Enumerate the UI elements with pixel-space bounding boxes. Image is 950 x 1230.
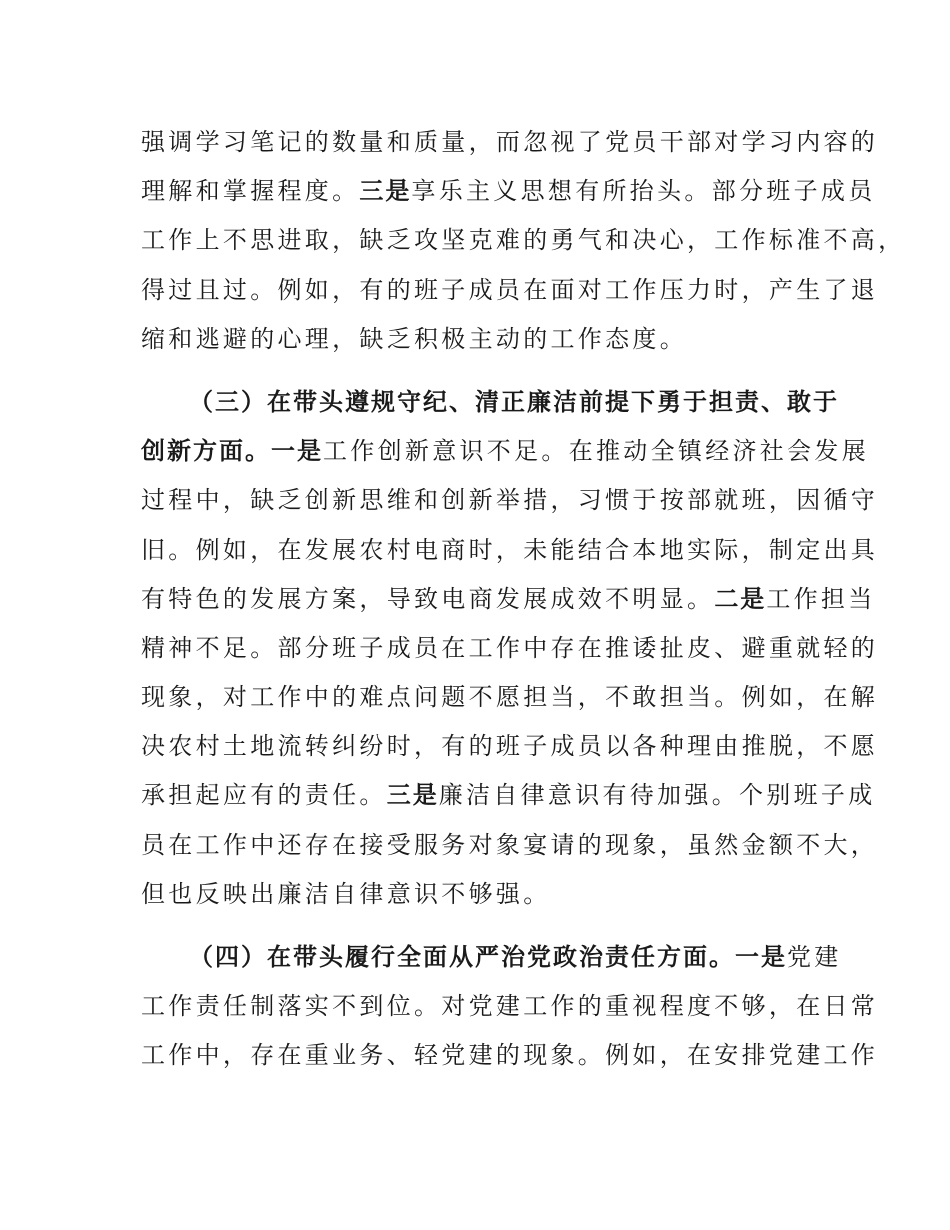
- text-run: 享乐主义思想有所抬头。部分班子成员: [411, 177, 876, 206]
- text-run: 工作担当: [766, 584, 876, 613]
- paragraph-gap: [141, 919, 813, 933]
- text-line: 旧。例如，在发展农村电商时，未能结合本地实际，制定出具: [141, 535, 879, 564]
- text-run: 廉洁自律意识有待加强。个别班子成: [438, 781, 876, 810]
- text-line: [141, 771, 876, 820]
- text-line: 工作中，存在重业务、轻党建的现象。例如，在安排党建工作: [141, 1041, 879, 1070]
- paragraph-gap: [141, 364, 813, 378]
- text-line: 决农村土地流转纠纷时，有的班子成员以各种理由推脱，不愿: [141, 732, 879, 761]
- text-line: [141, 933, 842, 982]
- text-run: 理解和掌握程度。: [141, 177, 360, 206]
- paragraph-3: [141, 933, 879, 1081]
- section-heading: （三）在带头遵规守纪、清正廉洁前提下勇于担责、敢于: [189, 387, 839, 416]
- section-heading: （四）在带头履行全面从严治党政治责任方面。一是: [189, 943, 787, 971]
- text-run: 承担起应有的责任。: [141, 781, 387, 810]
- text-line: 强调学习笔记的数量和质量，而忽视了党员干部对学习内容的: [141, 128, 879, 156]
- text-run: 有特色的发展方案，导致电商发展成效不明显。: [141, 584, 715, 613]
- text-line: [141, 575, 876, 624]
- section-heading-continuation: 创新方面。一是: [141, 437, 323, 466]
- text-line: 缩和逃避的心理，缺乏积极主动的工作态度。: [141, 324, 687, 353]
- text-line: 得过且过。例如，有的班子成员在面对工作压力时，产生了退: [141, 275, 879, 304]
- text-line: 但也反映出廉洁自律意识不够强。: [141, 879, 551, 908]
- text-line: 员在工作中还存在接受服务对象宴请的现象，虽然金额不大，: [141, 830, 879, 859]
- text-line: [141, 427, 869, 476]
- document-body: [141, 118, 906, 1081]
- text-line: 工作上不思进取，缺乏攻坚克难的勇气和决心，工作标准不高，: [141, 226, 906, 255]
- text-line: [141, 167, 876, 216]
- text-line: 工作责任制落实不到位。对党建工作的重视程度不够，在日常: [141, 992, 879, 1021]
- text-line: 现象，对工作中的难点问题不愿担当，不敢担当。例如，在解: [141, 683, 879, 712]
- emphasis-label: 二是: [714, 584, 767, 613]
- text-line: 过程中，缺乏创新思维和创新举措，习惯于按部就班，因循守: [141, 486, 879, 515]
- emphasis-label: 三是: [386, 781, 439, 810]
- paragraph-1: [141, 118, 906, 364]
- text-line: 精神不足。部分班子成员在工作中存在推诿扯皮、避重就轻的: [141, 633, 879, 662]
- text-run: 党建: [787, 943, 842, 971]
- text-run: 工作创新意识不足。在推动全镇经济社会发展: [323, 437, 869, 466]
- emphasis-label: 三是: [359, 177, 412, 206]
- paragraph-2: [141, 378, 879, 919]
